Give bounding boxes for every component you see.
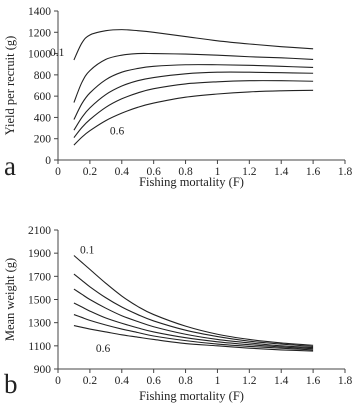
x-tick-label: 0.4: [114, 375, 129, 387]
panel-b-mean-weight-chart: [3, 225, 352, 403]
x-tick-label: 0.8: [178, 375, 193, 387]
x-tick-label: 0: [55, 166, 61, 178]
x-tick-label: 1.6: [305, 166, 321, 178]
x-tick-label: 0.4: [114, 166, 129, 178]
x-tick-label: 1.8: [337, 375, 353, 387]
panel-letter: b: [4, 369, 18, 399]
series-line-2: [74, 53, 313, 102]
x-tick-label: 0.2: [82, 375, 98, 387]
y-tick-label: 1900: [28, 248, 51, 261]
y-tick-label: 900: [33, 364, 51, 376]
x-tick-label: 1.6: [305, 375, 321, 387]
y-tick-label: 1500: [28, 294, 51, 307]
x-tick-label: 1.4: [274, 166, 289, 178]
y-axis-label: Mean weight (g): [3, 257, 17, 342]
panel-letter: a: [4, 151, 16, 181]
y-tick-label: 1300: [28, 317, 51, 330]
y-tick-label: 1700: [28, 271, 51, 284]
y-tick-label: 1400: [28, 6, 51, 18]
x-tick-label: 1.2: [242, 375, 257, 387]
x-tick-label: 1: [214, 375, 221, 387]
x-axis-label: Fishing mortality (F): [139, 389, 244, 403]
curve-label-bottom: 0.6: [109, 125, 125, 138]
panel-a-yield-per-recruit-chart: [3, 6, 352, 189]
x-tick-label: 0.6: [146, 375, 161, 387]
y-tick-label: 600: [33, 91, 51, 104]
curve-label-bottom: 0.6: [95, 342, 111, 355]
x-tick-label: 1.4: [274, 375, 289, 387]
x-tick-label: 1: [214, 166, 221, 178]
x-tick-label: 0: [55, 375, 61, 387]
series-line-1: [74, 30, 313, 60]
y-tick-label: 1000: [28, 48, 51, 61]
y-tick-label: 1200: [28, 27, 51, 40]
y-tick-label: 0: [45, 155, 51, 167]
curve-label-top: 0.1: [79, 244, 95, 257]
y-tick-label: 800: [33, 69, 51, 82]
y-tick-label: 1100: [28, 340, 51, 353]
y-axis-label: Yield per recruit (g): [3, 35, 17, 136]
x-tick-label: 1.2: [242, 166, 257, 178]
curve-label-top: 0.1: [49, 46, 65, 59]
x-tick-label: 0.2: [82, 166, 98, 178]
x-tick-label: 0.6: [146, 166, 161, 178]
x-axis-label: Fishing mortality (F): [139, 175, 244, 189]
y-tick-label: 400: [33, 112, 51, 125]
y-tick-label: 2100: [28, 225, 51, 237]
y-tick-label: 200: [33, 133, 51, 146]
x-tick-label: 1.8: [337, 166, 353, 178]
x-tick-label: 0.8: [178, 166, 193, 178]
